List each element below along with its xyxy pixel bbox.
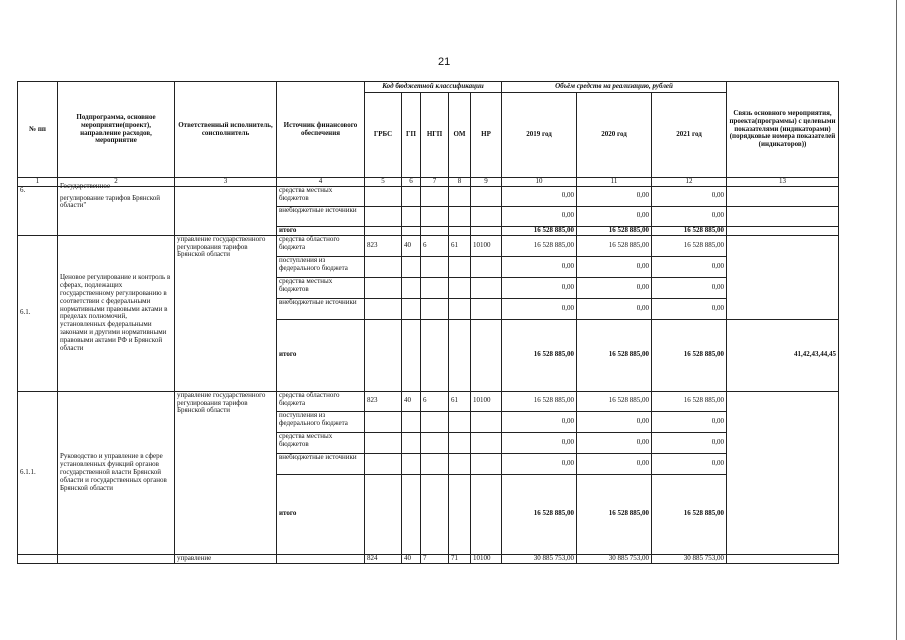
source-cell: поступления из федерального бюджета xyxy=(277,411,365,432)
source-cell: средства местных бюджетов xyxy=(277,432,365,453)
program-name: Ценовое регулирование и контроль в сферах, подлежащих государственному регулированию в соответствии с федеральными нормативными правовыми актами в пределах полномочий, установленных федеральными законами и другими нормативными правовыми актами РФ и Брянской области xyxy=(58,235,175,391)
header-num: № пп xyxy=(18,82,58,178)
amount-2020: 16 528 885,00 xyxy=(577,226,652,235)
amount-2021: 16 528 885,00 xyxy=(652,319,727,391)
col-number: 7 xyxy=(421,178,449,187)
ngp-cell: 6 xyxy=(421,235,449,256)
page-edge-line xyxy=(896,0,897,640)
col-number: 9 xyxy=(471,178,502,187)
source-cell: поступления из федерального бюджета xyxy=(277,256,365,277)
amount-2021: 16 528 885,00 xyxy=(652,391,727,411)
amount-2021: 0,00 xyxy=(652,453,727,474)
header-responsible: Ответственный исполнитель, соисполнитель xyxy=(175,82,277,178)
source-cell: итого xyxy=(277,474,365,554)
amount-2020: 0,00 xyxy=(577,186,652,206)
indicator-links: 41,42,43,44,45 xyxy=(727,319,839,391)
header-ngp: НГП xyxy=(421,93,449,178)
amount-2020: 0,00 xyxy=(577,453,652,474)
budget-table xyxy=(17,81,839,564)
header-link: Связь основного мероприятия, проекта(программы) с целевыми показателями (индикаторами) (порядковые номера показателей (индикаторов)) xyxy=(727,82,839,178)
col-number: 6 xyxy=(402,178,421,187)
amount-2020: 16 528 885,00 xyxy=(577,235,652,256)
col-number: 1 xyxy=(18,178,58,187)
amount-2019: 0,00 xyxy=(502,277,577,298)
gp-cell: 40 xyxy=(402,391,421,411)
col-number: 10 xyxy=(502,178,577,187)
nr-cell: 10100 xyxy=(471,554,502,563)
amount-2019: 16 528 885,00 xyxy=(502,319,577,391)
header-program: Подпрограмма, основное мероприятие(проект), направление расходов, мероприятие xyxy=(58,82,175,178)
amount-2021: 0,00 xyxy=(652,256,727,277)
row-number: 6. xyxy=(18,186,58,235)
amount-2021: 0,00 xyxy=(652,186,727,206)
responsible-cell: управление государственного регулирования тарифов Брянской области xyxy=(175,391,277,554)
header-volume: Объём средств на реализацию, рублей xyxy=(502,82,727,93)
row-number: 6.1.1. xyxy=(18,391,58,554)
amount-2021: 0,00 xyxy=(652,432,727,453)
amount-2021: 0,00 xyxy=(652,298,727,319)
ngp-cell: 6 xyxy=(421,391,449,411)
table-row xyxy=(18,554,839,563)
amount-2020: 16 528 885,00 xyxy=(577,319,652,391)
program-name-cell xyxy=(58,181,175,235)
header-2021: 2021 год xyxy=(652,93,727,178)
amount-2019: 0,00 xyxy=(502,298,577,319)
gp-cell: 40 xyxy=(402,554,421,563)
link-cell xyxy=(727,391,839,554)
om-cell: 71 xyxy=(449,554,471,563)
col-number: 12 xyxy=(652,178,727,187)
amount-2020: 0,00 xyxy=(577,432,652,453)
header-2019: 2019 год xyxy=(502,93,577,178)
amount-2019: 30 885 753,00 xyxy=(502,554,577,563)
amount-2020: 30 885 753,00 xyxy=(577,554,652,563)
source-cell: внебюджетные источники xyxy=(277,206,365,226)
amount-2021: 30 885 753,00 xyxy=(652,554,727,563)
amount-2019: 0,00 xyxy=(502,411,577,432)
grbs-cell: 824 xyxy=(365,554,402,563)
col-number: 3 xyxy=(175,178,277,187)
amount-2021: 16 528 885,00 xyxy=(652,226,727,235)
amount-2021: 16 528 885,00 xyxy=(652,235,727,256)
program-name: регулирование тарифов Брянской области" xyxy=(60,193,161,210)
om-cell: 61 xyxy=(449,391,471,411)
amount-2019: 0,00 xyxy=(502,186,577,206)
ngp-cell: 7 xyxy=(421,554,449,563)
amount-2020: 0,00 xyxy=(577,411,652,432)
responsible-cell xyxy=(175,186,277,235)
source-cell: средства местных бюджетов xyxy=(277,277,365,298)
amount-2020: 0,00 xyxy=(577,277,652,298)
amount-2020: 16 528 885,00 xyxy=(577,391,652,411)
amount-2021: 0,00 xyxy=(652,411,727,432)
amount-2020: 16 528 885,00 xyxy=(577,474,652,554)
nr-cell: 10100 xyxy=(471,235,502,256)
amount-2021: 16 528 885,00 xyxy=(652,474,727,554)
header-source: Источник финансового обеспечения xyxy=(277,82,365,178)
amount-2019: 16 528 885,00 xyxy=(502,226,577,235)
amount-2020: 0,00 xyxy=(577,206,652,226)
grbs-cell: 823 xyxy=(365,391,402,411)
header-grbs: ГРБС xyxy=(365,93,402,178)
source-cell: средства областного бюджета xyxy=(277,235,365,256)
header-2020: 2020 год xyxy=(577,93,652,178)
header-row-1 xyxy=(18,82,839,93)
gp-cell: 40 xyxy=(402,235,421,256)
header-om: ОМ xyxy=(449,93,471,178)
table-row xyxy=(18,235,839,256)
header-budget-code: Код бюджетной классификации xyxy=(365,82,502,93)
amount-2019: 0,00 xyxy=(502,453,577,474)
col-number: 2 xyxy=(58,178,175,187)
header-gp: ГП xyxy=(402,93,421,178)
amount-2019: 16 528 885,00 xyxy=(502,474,577,554)
nr-cell: 10100 xyxy=(471,391,502,411)
amount-2019: 0,00 xyxy=(502,256,577,277)
header-nr: НР xyxy=(471,93,502,178)
om-cell: 61 xyxy=(449,235,471,256)
grbs-cell: 823 xyxy=(365,235,402,256)
row-number: 6.1. xyxy=(18,235,58,391)
link-cell xyxy=(727,235,839,319)
table-row xyxy=(18,186,839,206)
col-number: 13 xyxy=(727,178,839,187)
source-cell: итого xyxy=(277,226,365,235)
amount-2021: 0,00 xyxy=(652,277,727,298)
amount-2019: 0,00 xyxy=(502,206,577,226)
amount-2020: 0,00 xyxy=(577,256,652,277)
amount-2021: 0,00 xyxy=(652,206,727,226)
responsible-cell: управление государственного регулирования тарифов Брянской области xyxy=(175,235,277,391)
source-cell: средства областного бюджета xyxy=(277,391,365,411)
source-cell: внебюджетные источники xyxy=(277,298,365,319)
program-name: Руководство и управление в сфере установленных функций органов государственной власти Брянской области и государственных органов Брянской области xyxy=(58,391,175,554)
responsible-cell: управление xyxy=(175,554,277,563)
col-number: 4 xyxy=(277,178,365,187)
page-number: 21 xyxy=(438,56,451,68)
col-number: 5 xyxy=(365,178,402,187)
source-cell: итого xyxy=(277,319,365,391)
amount-2019: 16 528 885,00 xyxy=(502,235,577,256)
amount-2019: 0,00 xyxy=(502,432,577,453)
source-cell: средства местных бюджетов xyxy=(277,186,365,206)
table-row xyxy=(18,391,839,411)
amount-2020: 0,00 xyxy=(577,298,652,319)
col-number: 11 xyxy=(577,178,652,187)
col-number: 8 xyxy=(449,178,471,187)
amount-2019: 16 528 885,00 xyxy=(502,391,577,411)
source-cell: внебюджетные источники xyxy=(277,453,365,474)
program-name-cut: Государственное xyxy=(60,181,111,190)
